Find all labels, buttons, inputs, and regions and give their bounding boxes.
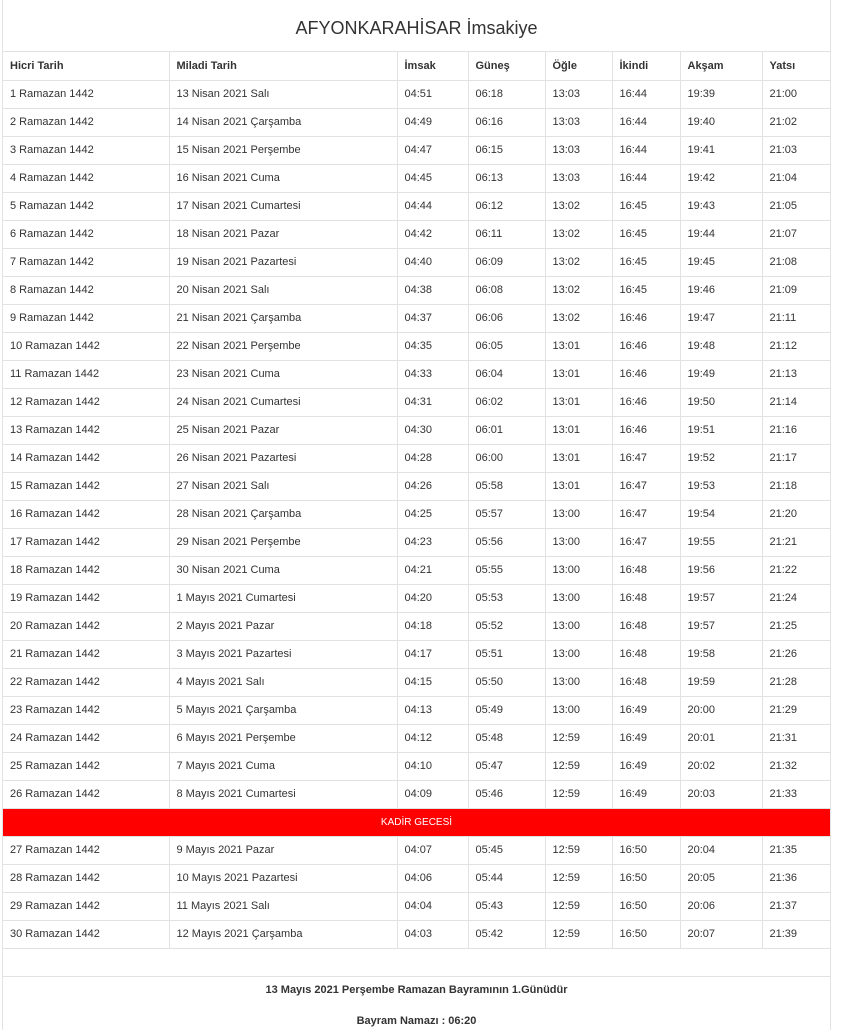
table-cell: 13:03 — [545, 164, 612, 192]
table-cell: 13:01 — [545, 360, 612, 388]
table-cell: 6 Mayıs 2021 Perşembe — [169, 724, 397, 752]
table-row — [3, 668, 830, 696]
table-row — [3, 416, 830, 444]
table-cell: 19:40 — [680, 108, 762, 136]
table-cell: 06:09 — [468, 248, 545, 276]
table-row — [3, 556, 830, 584]
table-cell: 04:17 — [397, 640, 468, 668]
column-header: Hicri Tarih — [3, 52, 169, 80]
table-cell: 05:58 — [468, 472, 545, 500]
table-cell: 06:01 — [468, 416, 545, 444]
table-cell: 21:20 — [762, 500, 830, 528]
table-row — [3, 584, 830, 612]
table-cell: 04:20 — [397, 584, 468, 612]
table-cell: 04:04 — [397, 892, 468, 920]
table-cell: 28 Nisan 2021 Çarşamba — [169, 500, 397, 528]
table-cell: 24 Ramazan 1442 — [3, 724, 169, 752]
table-cell: 16:45 — [612, 248, 680, 276]
table-cell: 16:50 — [612, 920, 680, 948]
table-cell: 16:49 — [612, 780, 680, 808]
table-cell: 19:49 — [680, 360, 762, 388]
table-cell: 04:51 — [397, 80, 468, 108]
table-cell: 19:54 — [680, 500, 762, 528]
table-cell: 06:15 — [468, 136, 545, 164]
table-cell: 19:42 — [680, 164, 762, 192]
table-row — [3, 80, 830, 108]
table-cell: 21:31 — [762, 724, 830, 752]
table-cell: 16:48 — [612, 612, 680, 640]
table-cell: 16:44 — [612, 136, 680, 164]
table-cell: 04:40 — [397, 248, 468, 276]
table-cell: 16:48 — [612, 640, 680, 668]
table-cell: 04:35 — [397, 332, 468, 360]
table-cell: 16:46 — [612, 332, 680, 360]
table-cell: 16:49 — [612, 696, 680, 724]
header-row — [3, 52, 830, 80]
table-cell: 19:47 — [680, 304, 762, 332]
table-cell: 19:55 — [680, 528, 762, 556]
table-cell: 29 Ramazan 1442 — [3, 892, 169, 920]
table-cell: 3 Ramazan 1442 — [3, 136, 169, 164]
table-cell: 16:45 — [612, 220, 680, 248]
table-cell: 06:11 — [468, 220, 545, 248]
table-cell: 06:16 — [468, 108, 545, 136]
table-cell: 04:28 — [397, 444, 468, 472]
table-row — [3, 388, 830, 416]
table-cell: 16:44 — [612, 80, 680, 108]
table-cell: 13:02 — [545, 248, 612, 276]
table-cell: 12 Mayıs 2021 Çarşamba — [169, 920, 397, 948]
table-cell: 13:01 — [545, 388, 612, 416]
table-cell: 04:44 — [397, 192, 468, 220]
table-cell: 16:47 — [612, 528, 680, 556]
table-row — [3, 696, 830, 724]
table-cell: 14 Nisan 2021 Çarşamba — [169, 108, 397, 136]
table-row — [3, 640, 830, 668]
table-cell: 21:28 — [762, 668, 830, 696]
table-cell: 11 Ramazan 1442 — [3, 360, 169, 388]
table-cell: 11 Mayıs 2021 Salı — [169, 892, 397, 920]
table-cell: 9 Ramazan 1442 — [3, 304, 169, 332]
table-cell: 05:56 — [468, 528, 545, 556]
table-cell: 05:48 — [468, 724, 545, 752]
column-header: Öğle — [545, 52, 612, 80]
table-cell: 21:07 — [762, 220, 830, 248]
table-cell: 5 Mayıs 2021 Çarşamba — [169, 696, 397, 724]
table-cell: 13:03 — [545, 136, 612, 164]
table-cell: 21:09 — [762, 276, 830, 304]
table-body — [3, 80, 830, 948]
table-cell: 04:31 — [397, 388, 468, 416]
table-cell: 04:26 — [397, 472, 468, 500]
table-row — [3, 500, 830, 528]
table-row — [3, 136, 830, 164]
kadir-gecesi-label: KADİR GECESİ — [3, 808, 830, 836]
table-cell: 8 Mayıs 2021 Cumartesi — [169, 780, 397, 808]
table-cell: 13:03 — [545, 108, 612, 136]
table-cell: 04:30 — [397, 416, 468, 444]
table-row — [3, 108, 830, 136]
imsakiye-table — [3, 52, 830, 949]
table-cell: 05:42 — [468, 920, 545, 948]
table-row — [3, 836, 830, 864]
table-cell: 19:50 — [680, 388, 762, 416]
table-cell: 19:58 — [680, 640, 762, 668]
table-cell: 25 Nisan 2021 Pazar — [169, 416, 397, 444]
table-cell: 12:59 — [545, 920, 612, 948]
table-cell: 12:59 — [545, 864, 612, 892]
table-cell: 04:45 — [397, 164, 468, 192]
table-cell: 16:47 — [612, 472, 680, 500]
table-cell: 13:00 — [545, 556, 612, 584]
table-row — [3, 360, 830, 388]
table-cell: 12:59 — [545, 724, 612, 752]
table-cell: 04:09 — [397, 780, 468, 808]
table-cell: 20:00 — [680, 696, 762, 724]
table-row — [3, 444, 830, 472]
table-row — [3, 612, 830, 640]
table-cell: 10 Mayıs 2021 Pazartesi — [169, 864, 397, 892]
table-cell: 19:53 — [680, 472, 762, 500]
table-cell: 16:50 — [612, 864, 680, 892]
kadir-gecesi-row — [3, 808, 830, 836]
table-cell: 20:01 — [680, 724, 762, 752]
table-cell: 18 Nisan 2021 Pazar — [169, 220, 397, 248]
column-header: İmsak — [397, 52, 468, 80]
table-cell: 04:33 — [397, 360, 468, 388]
table-cell: 19:59 — [680, 668, 762, 696]
table-cell: 16:49 — [612, 724, 680, 752]
column-header: İkindi — [612, 52, 680, 80]
table-cell: 16:46 — [612, 304, 680, 332]
table-cell: 18 Ramazan 1442 — [3, 556, 169, 584]
table-cell: 7 Ramazan 1442 — [3, 248, 169, 276]
table-cell: 26 Ramazan 1442 — [3, 780, 169, 808]
table-cell: 06:12 — [468, 192, 545, 220]
table-cell: 16:50 — [612, 892, 680, 920]
column-header: Akşam — [680, 52, 762, 80]
table-cell: 22 Nisan 2021 Perşembe — [169, 332, 397, 360]
table-cell: 21:33 — [762, 780, 830, 808]
table-cell: 24 Nisan 2021 Cumartesi — [169, 388, 397, 416]
table-cell: 21:35 — [762, 836, 830, 864]
table-cell: 04:37 — [397, 304, 468, 332]
table-cell: 13:02 — [545, 192, 612, 220]
table-cell: 20:02 — [680, 752, 762, 780]
table-cell: 19:51 — [680, 416, 762, 444]
table-row — [3, 780, 830, 808]
table-row — [3, 304, 830, 332]
table-cell: 19:44 — [680, 220, 762, 248]
table-cell: 4 Ramazan 1442 — [3, 164, 169, 192]
table-cell: 19 Ramazan 1442 — [3, 584, 169, 612]
table-cell: 21:16 — [762, 416, 830, 444]
table-cell: 21:04 — [762, 164, 830, 192]
table-cell: 21:12 — [762, 332, 830, 360]
table-cell: 04:07 — [397, 836, 468, 864]
table-cell: 04:15 — [397, 668, 468, 696]
table-cell: 21:18 — [762, 472, 830, 500]
table-cell: 20:04 — [680, 836, 762, 864]
table-row — [3, 528, 830, 556]
table-cell: 30 Ramazan 1442 — [3, 920, 169, 948]
table-cell: 2 Ramazan 1442 — [3, 108, 169, 136]
table-cell: 04:38 — [397, 276, 468, 304]
table-cell: 21:36 — [762, 864, 830, 892]
table-cell: 21:05 — [762, 192, 830, 220]
table-cell: 13 Nisan 2021 Salı — [169, 80, 397, 108]
table-cell: 13 Ramazan 1442 — [3, 416, 169, 444]
table-cell: 13:00 — [545, 668, 612, 696]
table-cell: 23 Ramazan 1442 — [3, 696, 169, 724]
table-cell: 21:21 — [762, 528, 830, 556]
column-header: Yatsı — [762, 52, 830, 80]
table-row — [3, 920, 830, 948]
table-cell: 21:32 — [762, 752, 830, 780]
table-cell: 16:45 — [612, 276, 680, 304]
table-row — [3, 752, 830, 780]
table-cell: 25 Ramazan 1442 — [3, 752, 169, 780]
table-cell: 13:01 — [545, 416, 612, 444]
table-row — [3, 220, 830, 248]
table-cell: 19:45 — [680, 248, 762, 276]
table-cell: 19 Nisan 2021 Pazartesi — [169, 248, 397, 276]
table-cell: 21:39 — [762, 920, 830, 948]
table-cell: 21:24 — [762, 584, 830, 612]
table-cell: 28 Ramazan 1442 — [3, 864, 169, 892]
page-title: AFYONKARAHİSAR İmsakiye — [3, 0, 830, 52]
table-cell: 04:23 — [397, 528, 468, 556]
table-cell: 06:00 — [468, 444, 545, 472]
table-cell: 29 Nisan 2021 Perşembe — [169, 528, 397, 556]
table-cell: 16:46 — [612, 416, 680, 444]
table-cell: 06:08 — [468, 276, 545, 304]
table-cell: 16:46 — [612, 388, 680, 416]
table-cell: 04:18 — [397, 612, 468, 640]
table-cell: 21:25 — [762, 612, 830, 640]
table-cell: 19:48 — [680, 332, 762, 360]
table-cell: 13:00 — [545, 640, 612, 668]
table-cell: 21:14 — [762, 388, 830, 416]
table-cell: 16:47 — [612, 444, 680, 472]
table-header — [3, 52, 830, 80]
table-cell: 12 Ramazan 1442 — [3, 388, 169, 416]
bayram-namazi-note: Bayram Namazı : 06:20 — [356, 1015, 477, 1027]
table-cell: 13:00 — [545, 528, 612, 556]
table-cell: 21:02 — [762, 108, 830, 136]
table-cell: 13:00 — [545, 500, 612, 528]
table-cell: 06:04 — [468, 360, 545, 388]
table-cell: 21:29 — [762, 696, 830, 724]
table-cell: 3 Mayıs 2021 Pazartesi — [169, 640, 397, 668]
table-cell: 16 Nisan 2021 Cuma — [169, 164, 397, 192]
table-cell: 21 Nisan 2021 Çarşamba — [169, 304, 397, 332]
table-cell: 05:45 — [468, 836, 545, 864]
table-cell: 16:48 — [612, 668, 680, 696]
table-cell: 16:44 — [612, 164, 680, 192]
table-cell: 05:55 — [468, 556, 545, 584]
table-cell: 21:17 — [762, 444, 830, 472]
imsakiye-panel — [2, 0, 831, 1030]
table-cell: 19:56 — [680, 556, 762, 584]
table-cell: 1 Ramazan 1442 — [3, 80, 169, 108]
table-cell: 04:10 — [397, 752, 468, 780]
table-cell: 13:03 — [545, 80, 612, 108]
table-cell: 04:49 — [397, 108, 468, 136]
table-cell: 21:26 — [762, 640, 830, 668]
table-row — [3, 248, 830, 276]
table-cell: 15 Nisan 2021 Perşembe — [169, 136, 397, 164]
table-cell: 06:18 — [468, 80, 545, 108]
table-cell: 05:47 — [468, 752, 545, 780]
table-cell: 16:46 — [612, 360, 680, 388]
column-header: Güneş — [468, 52, 545, 80]
table-cell: 30 Nisan 2021 Cuma — [169, 556, 397, 584]
table-cell: 13:02 — [545, 220, 612, 248]
table-cell: 16:45 — [612, 192, 680, 220]
table-cell: 27 Ramazan 1442 — [3, 836, 169, 864]
table-cell: 04:03 — [397, 920, 468, 948]
table-cell: 19:57 — [680, 612, 762, 640]
table-cell: 4 Mayıs 2021 Salı — [169, 668, 397, 696]
table-cell: 19:43 — [680, 192, 762, 220]
table-cell: 04:25 — [397, 500, 468, 528]
table-row — [3, 164, 830, 192]
table-row — [3, 192, 830, 220]
table-cell: 13:00 — [545, 696, 612, 724]
table-cell: 19:57 — [680, 584, 762, 612]
table-cell: 05:51 — [468, 640, 545, 668]
table-cell: 21:00 — [762, 80, 830, 108]
table-cell: 12:59 — [545, 752, 612, 780]
table-row — [3, 892, 830, 920]
table-cell: 06:05 — [468, 332, 545, 360]
table-cell: 16:44 — [612, 108, 680, 136]
table-cell: 13:02 — [545, 304, 612, 332]
bayram-note: 13 Mayıs 2021 Perşembe Ramazan Bayramının 1.Günüdür — [265, 984, 568, 996]
table-cell: 20 Nisan 2021 Salı — [169, 276, 397, 304]
table-cell: 13:01 — [545, 332, 612, 360]
table-cell: 7 Mayıs 2021 Cuma — [169, 752, 397, 780]
table-cell: 16:50 — [612, 836, 680, 864]
table-cell: 19:46 — [680, 276, 762, 304]
table-cell: 12:59 — [545, 780, 612, 808]
table-cell: 22 Ramazan 1442 — [3, 668, 169, 696]
table-cell: 05:53 — [468, 584, 545, 612]
table-row — [3, 864, 830, 892]
table-cell: 20:07 — [680, 920, 762, 948]
table-cell: 05:50 — [468, 668, 545, 696]
table-cell: 27 Nisan 2021 Salı — [169, 472, 397, 500]
table-cell: 10 Ramazan 1442 — [3, 332, 169, 360]
table-cell: 04:13 — [397, 696, 468, 724]
table-cell: 20 Ramazan 1442 — [3, 612, 169, 640]
table-cell: 21:08 — [762, 248, 830, 276]
table-cell: 04:21 — [397, 556, 468, 584]
table-cell: 12:59 — [545, 836, 612, 864]
table-cell: 16 Ramazan 1442 — [3, 500, 169, 528]
table-cell: 16:48 — [612, 584, 680, 612]
table-cell: 19:39 — [680, 80, 762, 108]
table-cell: 12:59 — [545, 892, 612, 920]
table-cell: 21:37 — [762, 892, 830, 920]
table-cell: 05:44 — [468, 864, 545, 892]
table-cell: 05:43 — [468, 892, 545, 920]
table-cell: 17 Ramazan 1442 — [3, 528, 169, 556]
table-cell: 04:12 — [397, 724, 468, 752]
table-cell: 05:49 — [468, 696, 545, 724]
table-cell: 26 Nisan 2021 Pazartesi — [169, 444, 397, 472]
table-cell: 2 Mayıs 2021 Pazar — [169, 612, 397, 640]
table-spacer — [3, 949, 830, 977]
table-cell: 16:49 — [612, 752, 680, 780]
table-cell: 21:22 — [762, 556, 830, 584]
table-cell: 21 Ramazan 1442 — [3, 640, 169, 668]
table-cell: 15 Ramazan 1442 — [3, 472, 169, 500]
table-cell: 05:46 — [468, 780, 545, 808]
table-cell: 21:13 — [762, 360, 830, 388]
table-cell: 1 Mayıs 2021 Cumartesi — [169, 584, 397, 612]
table-cell: 20:03 — [680, 780, 762, 808]
table-cell: 13:00 — [545, 612, 612, 640]
table-row — [3, 276, 830, 304]
table-cell: 16:48 — [612, 556, 680, 584]
table-cell: 14 Ramazan 1442 — [3, 444, 169, 472]
table-cell: 13:02 — [545, 276, 612, 304]
table-cell: 21:11 — [762, 304, 830, 332]
column-header: Miladi Tarih — [169, 52, 397, 80]
table-cell: 06:02 — [468, 388, 545, 416]
table-cell: 05:52 — [468, 612, 545, 640]
table-cell: 16:47 — [612, 500, 680, 528]
table-cell: 06:06 — [468, 304, 545, 332]
table-cell: 8 Ramazan 1442 — [3, 276, 169, 304]
table-cell: 19:52 — [680, 444, 762, 472]
table-cell: 04:06 — [397, 864, 468, 892]
table-cell: 20:06 — [680, 892, 762, 920]
table-cell: 17 Nisan 2021 Cumartesi — [169, 192, 397, 220]
table-cell: 04:47 — [397, 136, 468, 164]
table-cell: 6 Ramazan 1442 — [3, 220, 169, 248]
table-cell: 05:57 — [468, 500, 545, 528]
table-cell: 13:00 — [545, 584, 612, 612]
table-cell: 21:03 — [762, 136, 830, 164]
table-cell: 19:41 — [680, 136, 762, 164]
table-row — [3, 472, 830, 500]
table-cell: 04:42 — [397, 220, 468, 248]
table-cell: 23 Nisan 2021 Cuma — [169, 360, 397, 388]
table-cell: 06:13 — [468, 164, 545, 192]
table-cell: 13:01 — [545, 472, 612, 500]
table-row — [3, 332, 830, 360]
table-cell: 20:05 — [680, 864, 762, 892]
table-row — [3, 724, 830, 752]
table-cell: 5 Ramazan 1442 — [3, 192, 169, 220]
table-cell: 13:01 — [545, 444, 612, 472]
table-cell: 9 Mayıs 2021 Pazar — [169, 836, 397, 864]
